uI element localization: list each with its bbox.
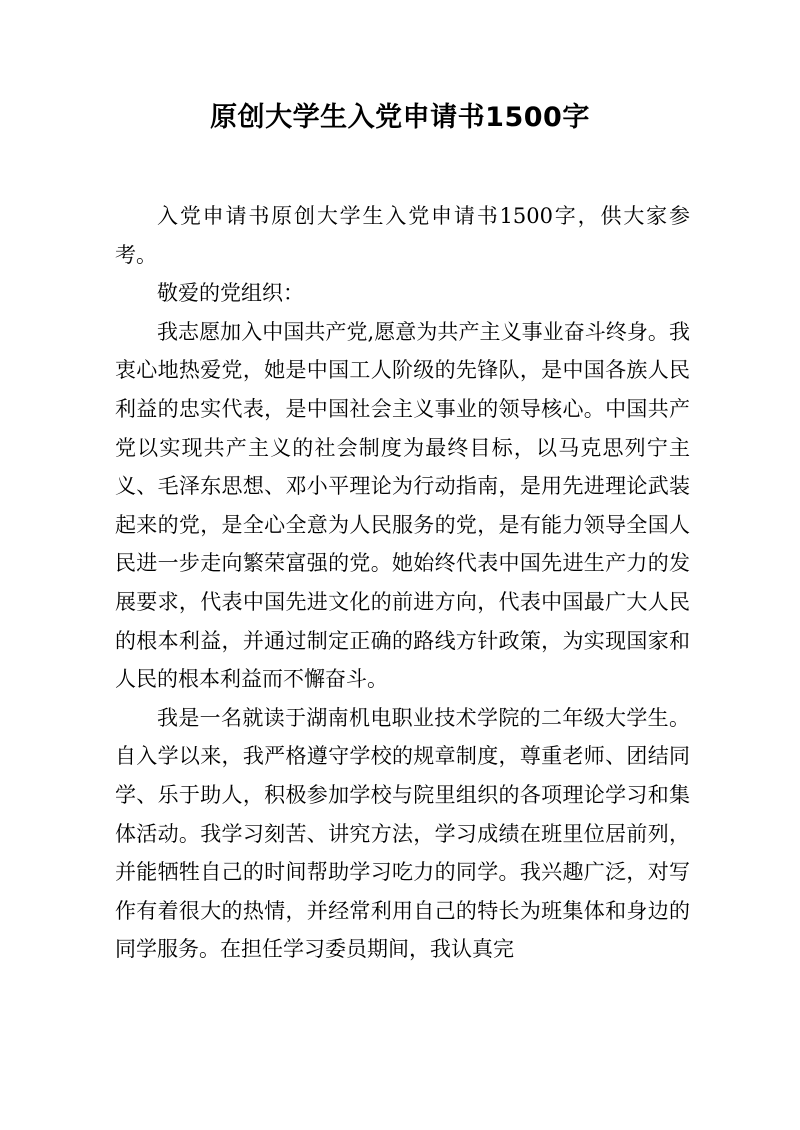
intro-paragraph: 入党申请书原创大学生入党申请书1500字，供大家参考。 — [115, 204, 690, 267]
salutation: 敬爱的党组织： — [157, 281, 304, 306]
document-title: 原创大学生入党申请书1500字 — [210, 102, 590, 133]
body-paragraph: 我是一名就读于湖南机电职业技术学院的二年级大学生。自入学以来，我严格遵守学校的规章制度，尊重老师、团结同学、乐于助人，积极参加学校与院里组织的各项理论学习和集体活动。我学习刻苦、讲究方法，学习成绩在班里位居前列，并能牺牲自己的时间帮助学习吃力的同学。我兴趣广泛，对写作有着很大的热情，并经常利用自己的特长为班集体和身边的同学服务。在担任学习委员期间，我认真完 — [115, 705, 690, 962]
document-body — [115, 197, 690, 969]
body-paragraph: 我志愿加入中国共产党,愿意为共产主义事业奋斗终身。我衷心地热爱党，她是中国工人阶级的先锋队，是中国各族人民利益的忠实代表，是中国社会主义事业的领导核心。中国共产党以实现共产主义的社会制度为最终目标，以马克思列宁主义、毛泽东思想、邓小平理论为行动指南，是用先进理论武装起来的党，是全心全意为人民服务的党，是有能力领导全国人民进一步走向繁荣富强的党。她始终代表中国先进生产力的发展要求，代表中国先进文化的前进方向，代表中国最广大人民的根本利益，并通过制定正确的路线方针政策，为实现国家和人民的根本利益而不懈奋斗。 — [115, 319, 690, 692]
